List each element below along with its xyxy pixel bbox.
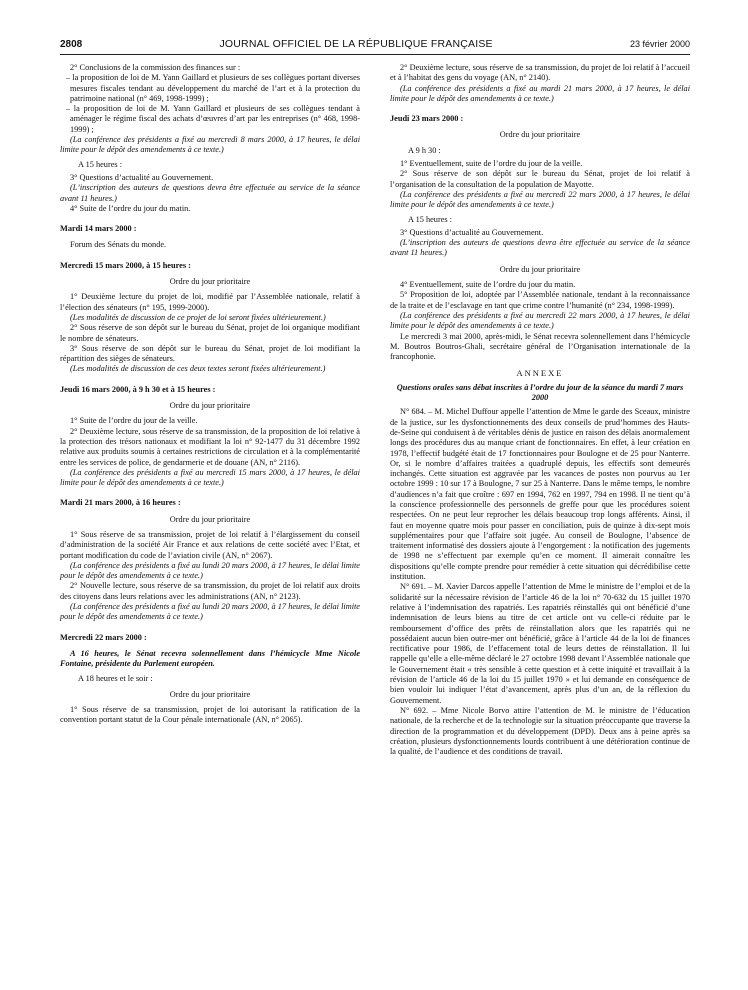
paragraph: 2° Conclusions de la commission des finances sur : <box>70 63 241 72</box>
paragraph: (La conférence des présidents a fixé au lundi 20 mars 2000, à 17 heures, le délai limite pour le dépôt des amendements à ce texte.) <box>60 560 360 581</box>
paragraph: (La conférence des présidents a fixé au mercredi 22 mars 2000, à 17 heures, le délai limite pour le dépôt des amendements à ce texte.) <box>390 189 690 210</box>
paragraph: (La conférence des présidents a fixé au mercredi 8 mars 2000, à 17 heures, le délai limite pour le dépôt des amendements à ce texte.) <box>60 135 360 155</box>
section-heading: Ordre du jour prioritaire <box>169 401 251 411</box>
date-heading: Jeudi 23 mars 2000 : <box>390 114 464 124</box>
annexe-heading: ANNEXE <box>516 368 564 379</box>
paragraph: (La conférence des présidents a fixé au lundi 20 mars 2000, à 17 heures, le délai limite pour le dépôt des amendements à ce texte.) <box>60 602 360 622</box>
paragraph: 1° Sous réserve de sa transmission, projet de loi relatif à l’élargissement du conseil d’administration de la société Air France et aux relations de cette société avec l’Etat, et portant modification du code de l’aviation civile (AN, n° 2067). <box>60 529 360 560</box>
two-column-body <box>60 63 690 757</box>
paragraph: 1° Deuxième lecture du projet de loi, modifié par l’Assemblée nationale, relatif à l’élection des sénateurs (n° 195, 1999-2000). <box>60 292 360 312</box>
paragraph: (La conférence des présidents a fixé au mercredi 15 mars 2000, à 17 heures, le délai limite pour le dépôt des amendements à ce texte.) <box>60 467 360 488</box>
paragraph: 2° Sous réserve de son dépôt sur le bureau du Sénat, projet de loi organique modifiant le nombre de sénateurs. <box>60 323 360 343</box>
issue-date: 23 février 2000 <box>629 39 690 49</box>
paragraph: (Les modalités de discussion de ces deux textes seront fixées ultérieurement.) <box>70 364 326 374</box>
question-paragraph: N° 684. – M. Michel Duffour appelle l’attention de Mme le garde des Sceaux, ministre de la justice, sur les dysfonctionnements des deux conseils de prud’hommes des Hauts-de-Seine qui conduisent à de véritables dénis de justice en raison des délais anormalement longs des procédures dus au manque criant de fonctionnaires. En effet, à leur création en 1978, l’effectif budgété était de 17 fonctionnaires pour Boulogne et de 25 pour Nanterre. Or, si le nombre d’affaires traitées a quadruplé depuis, les effectifs sont demeurés inchangés. Cette situation est aggravée par les vacances de postes non pourvus au 1er octobre 1999 : 10 sur 17 à Boulogne, 7 sur 25 à Nanterre. Dans le même temps, le nombre d’audiences n’a fait que croître : 697 en 1994, 762 en 1997, 794 en 1998. Il ne tient qu’à la conscience professionnelle des personnels de greffe pour que les procédures soient respectées. On ne peut leur reprocher les délais beaucoup trop longs afférents. Ainsi, il faut en moyenne quatre mois pour passer en conciliation, puis de quinze à dix-sept mois supplémentaires pour que l’affaire soit jugée. Au conseil de Boulogne, l’absence de traitement informatisé des dossiers ajoute à l’engorgement : la notification des jugements de 1998 ne s’effectuent par exemple qu’en ce moment. Il aimerait connaître les dispositions qu’elle compte prendre pour remédier à cette situation qui décrédibilise cette institution. <box>390 407 690 582</box>
date-heading: Jeudi 16 mars 2000, à 9 h 30 et à 15 heures : <box>60 384 216 394</box>
question-paragraph: N° 692. – Mme Nicole Borvo attire l’attention de M. le ministre de l’éducation nationale, de la recherche et de la technologie sur la situation préoccupante que traverse la direction de la programmation et du développement (DPD). Deux ans à peine après sa création, plusieurs dysfonctionnements lourds contribuent à une détérioration continue de la qualité, de l’audience et des conditions de travail. <box>390 705 690 757</box>
paragraph: 2° Deuxième lecture, sous réserve de sa transmission, du projet de loi relatif à l’accueil et à l’habitat des gens du voyage (AN, n° 2140). <box>390 63 690 83</box>
paragraph: 1° Suite de l’ordre du jour de la veille. <box>70 416 198 426</box>
paragraph: 4° Eventuellement, suite de l’ordre du jour du matin. <box>400 280 576 290</box>
paragraph: – la proposition de loi de M. Yann Gaillard et plusieurs de ses collègues tendant à aménager le régime fiscal des achats d’œuvres d’art par les entreprises (n° 468, 1998-1999) ; <box>66 104 360 134</box>
paragraph: (La conférence des présidents a fixé au mercredi 22 mars 2000, à 17 heures, le délai limite pour le dépôt des amendements à ce texte.) <box>390 310 690 331</box>
section-heading: Ordre du jour prioritaire <box>499 130 581 140</box>
paragraph: Le mercredi 3 mai 2000, après-midi, le Sénat recevra solennellement dans l’hémicycle M. Boutros Boutros-Ghali, secrétaire général de l’Organisation internationale de la francophonie. <box>390 331 690 362</box>
time-heading: A 9 h 30 : <box>408 145 441 155</box>
paragraph: 4° Suite de l’ordre du jour du matin. <box>70 203 191 213</box>
paragraph: (L’inscription des auteurs de questions devra être effectuée au service de la séance avant 11 heures.) <box>60 183 360 203</box>
time-heading: A 15 heures : <box>78 159 123 169</box>
section-heading: Ordre du jour prioritaire <box>499 264 581 274</box>
section-heading: Ordre du jour prioritaire <box>169 689 251 699</box>
paragraph: A 16 heures, le Sénat recevra solennellement dans l’hémicycle Mme Nicole Fontaine, présidente du Parlement européen. <box>60 648 360 669</box>
paragraph: 2° Nouvelle lecture, sous réserve de sa transmission, du projet de loi relatif aux droits des citoyens dans leurs relations avec les administrations (AN, n° 2123). <box>60 581 360 601</box>
paragraph: (Les modalités de discussion de ce projet de loi seront fixées ultérieurement.) <box>70 312 326 322</box>
right-column <box>390 63 690 757</box>
paragraph: 5° Proposition de loi, adoptée par l’Assemblée nationale, tendant à la reconnaissance de la traite et de l’esclavage en tant que crime contre l’humanité (n° 234, 1998-1999). <box>390 290 690 310</box>
page-number: 2808 <box>60 39 83 50</box>
time-heading: A 15 heures : <box>408 214 453 224</box>
left-column <box>60 63 360 757</box>
section-heading: Ordre du jour prioritaire <box>169 514 251 524</box>
date-heading: Mercredi 15 mars 2000, à 15 heures : <box>60 260 191 270</box>
paragraph: (L’inscription des auteurs de questions devra être effectuée au service de la séance avant 11 heures.) <box>390 238 690 258</box>
paragraph: 3° Questions d’actualité au Gouvernement. <box>70 172 214 182</box>
paragraph: 3° Sous réserve de son dépôt sur le bureau du Sénat, projet de loi modifiant la répartition des sièges de sénateurs. <box>60 343 360 364</box>
paragraph: – la proposition de loi de M. Yann Gaillard et plusieurs de ses collègues portant diverses mesures fiscales tendant au développement du marché de l’art et à la protection du patrimoine national (n° 469, 1998-1999) ; <box>66 73 360 103</box>
paragraph: 1° Eventuellement, suite de l’ordre du jour de la veille. <box>400 159 583 169</box>
paragraph: 2° Sous réserve de son dépôt sur le bureau du Sénat, projet de loi relatif à l’organisation de la consultation de la population de Mayotte. <box>390 169 690 189</box>
time-heading: A 18 heures et le soir : <box>78 673 153 683</box>
question-paragraph: N° 691. – M. Xavier Darcos appelle l’attention de Mme le ministre de l’emploi et de la solidarité sur la nécessaire révision de l’article 46 de la loi n° 70-632 du 15 juillet 1970 relative à l’indemnisation des rapatriés. Les rapatriés réinstallés qui ont bénéficié d’une indemnisation de leurs biens au titre de cet article ont vu celle-ci réduite par le remboursement d’office des prêts de réinstallation alors que les rapatriés qui ne possédaient aucun bien outre-mer ont bénéficié, grâce à l’article 44 de la loi de finances rectificative pour 1986, de l’effacement total de leurs dettes de réinstallation. Il lui rappelle qu’elle a elle-même déclaré le 27 octobre 1998 devant l’Assemblée nationale que le Gouvernement était « très sensible à cette question et à cette iniquité et travaillait à la révision de l’article 46 de la loi du 15 juillet 1970 » et lui demande en conséquence de bien vouloir lui indiquer l’état d’avancement, après plus d’un an, de la réflexion du Gouvernement. <box>390 582 690 705</box>
paragraph: 3° Questions d’actualité au Gouvernement. <box>400 227 544 237</box>
date-heading: Mardi 14 mars 2000 : <box>60 224 137 234</box>
section-heading: Ordre du jour prioritaire <box>169 277 251 287</box>
paragraph: Forum des Sénats du monde. <box>70 240 167 250</box>
date-heading: Mardi 21 mars 2000, à 16 heures : <box>60 498 181 508</box>
date-heading: Mercredi 22 mars 2000 : <box>60 632 147 642</box>
paragraph: (La conférence des présidents a fixé au mardi 21 mars 2000, à 17 heures, le délai limite pour le dépôt des amendements à ce texte.) <box>390 83 690 103</box>
paragraph: 1° Sous réserve de sa transmission, projet de loi autorisant la ratification de la convention portant statut de la Cour pénale internationale (AN, n° 2065). <box>60 705 360 725</box>
page-header <box>60 38 690 55</box>
journal-title: JOURNAL OFFICIEL DE LA RÉPUBLIQUE FRANÇAISE <box>219 38 493 50</box>
paragraph: 2° Deuxième lecture, sous réserve de sa transmission, de la proposition de loi relative à la protection des trésors nationaux et modifiant la loi n° 92-1477 du 31 décembre 1992 relative aux produits soumis à certaines restrictions de circulation et à la complémentarité entre les services de police, de gendarmerie et de douane (AN, n° 2116). <box>60 426 360 467</box>
annexe-subheading: Questions orales sans débat inscrites à l’ordre du jour de la séance du mardi 7 mars 2000 <box>396 382 684 403</box>
journal-page <box>60 38 690 757</box>
